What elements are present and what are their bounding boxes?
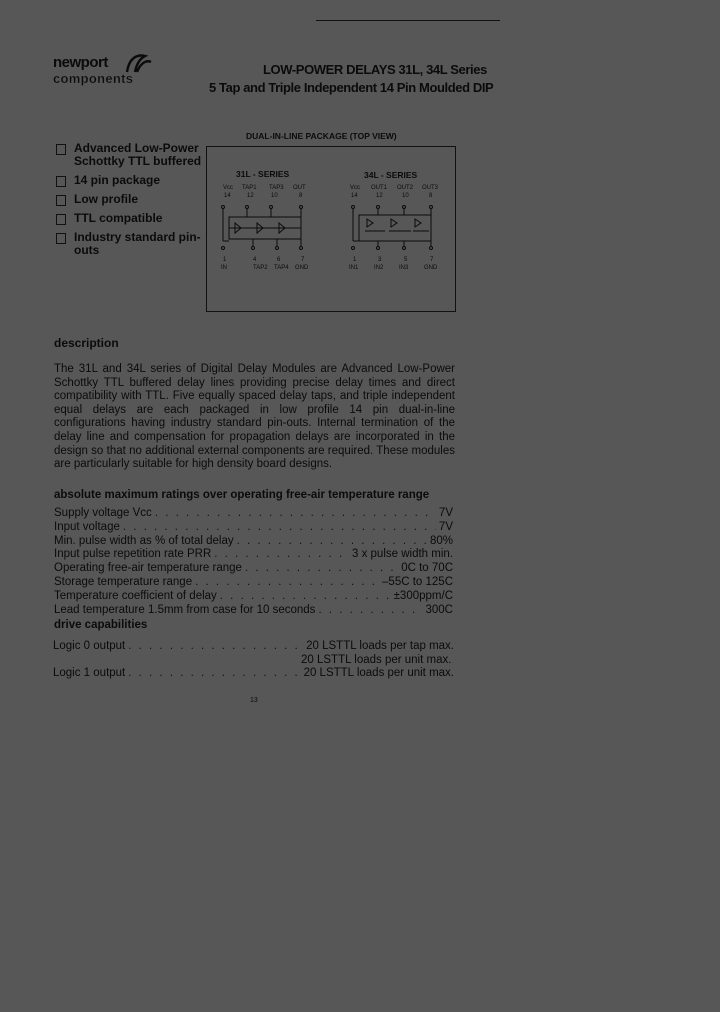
pin-number: 12 xyxy=(247,193,254,199)
feature-item: TTL compatible xyxy=(56,212,206,225)
pin-label: OUT2 xyxy=(397,185,414,191)
ratings-table xyxy=(54,507,453,617)
drive-row: Logic 0 output . . . 20 LSTTL loads per tap max. xyxy=(53,640,454,654)
pin-number: 14 xyxy=(351,193,358,199)
rating-row: Supply voltage Vcc . . . 7V xyxy=(54,507,453,521)
pin-number: 3 xyxy=(378,257,382,263)
pin-label: GND xyxy=(295,265,309,271)
rating-row: Min. pulse width as % of total delay . . . 80% xyxy=(54,535,453,549)
checkbox-icon xyxy=(56,144,66,155)
package-diagram xyxy=(206,146,456,312)
feature-item: Low profile xyxy=(56,193,206,206)
feature-item: Advanced Low-Power Schottky TTL buffered xyxy=(56,142,206,168)
pin-number: 7 xyxy=(301,257,305,263)
description-heading: description xyxy=(54,336,119,350)
rating-row: Lead temperature 1.5mm from case for 10 seconds . . . 300C xyxy=(54,604,453,618)
logo-subtitle: components xyxy=(53,71,134,86)
drive-row-continuation: 20 LSTTL loads per unit max. xyxy=(301,653,452,666)
drive-table xyxy=(53,640,454,681)
document-title: LOW-POWER DELAYS 31L, 34L Series xyxy=(263,62,487,77)
pin-number: 12 xyxy=(376,193,383,199)
drive-row: Logic 1 output . . . 20 LSTTL loads per unit max. xyxy=(53,667,454,681)
pin-number: 8 xyxy=(429,193,433,199)
chip-31l-schematic xyxy=(217,201,309,255)
rating-row: Input pulse repetition rate PRR . . . 3 x pulse width min. xyxy=(54,548,453,562)
pin-number: 7 xyxy=(430,257,434,263)
pin-label: IN xyxy=(221,265,227,271)
logo-wordmark: newport xyxy=(53,54,108,71)
pin-label: TAP2 xyxy=(253,265,268,271)
pin-label: TAP1 xyxy=(242,185,257,191)
pin-number: 8 xyxy=(299,193,303,199)
description-text: The 31L and 34L series of Digital Delay Modules are Advanced Low-Power Schottky TTL buffered delay lines providing precise delay times and direct compatibility with TTL. Five equally spaced delay taps, and triple independent equal delays are each packaged in low profile 14 pin dual-in-line configurations having industry standard pin-outs. Internal termination of the delay line and compensation for propagation delays are incorporated in the design so that no additional external components are required. These modules are particularly suitable for high density board designs. xyxy=(54,363,455,471)
pin-label: Vcc xyxy=(350,185,361,191)
newport-logo xyxy=(53,54,153,96)
pin-number: 14 xyxy=(224,193,231,199)
series-31l-label: 31L - SERIES xyxy=(236,169,290,179)
top-rule xyxy=(316,20,500,21)
pin-number: 4 xyxy=(253,257,257,263)
feature-item: Industry standard pin-outs xyxy=(56,231,206,257)
logo-swirl-icon xyxy=(123,52,153,76)
pin-number: 1 xyxy=(223,257,227,263)
checkbox-icon xyxy=(56,195,66,206)
pin-number: 6 xyxy=(277,257,281,263)
pin-label: TAP3 xyxy=(269,185,284,191)
page-number: 13 xyxy=(250,697,258,704)
rating-row: Operating free-air temperature range . . . 0C to 70C xyxy=(54,562,453,576)
checkbox-icon xyxy=(56,233,66,244)
checkbox-icon xyxy=(56,214,66,225)
pin-number: 10 xyxy=(271,193,278,199)
feature-list xyxy=(56,142,206,263)
rating-row: Temperature coefficient of delay . . . ±300ppm/C xyxy=(54,590,453,604)
feature-item: 14 pin package xyxy=(56,174,206,187)
drive-heading: drive capabilities xyxy=(54,619,148,631)
pin-number: 10 xyxy=(402,193,409,199)
pin-number: 5 xyxy=(404,257,408,263)
pin-number: 1 xyxy=(353,257,357,263)
rating-row: Storage temperature range . . . –55C to 125C xyxy=(54,576,453,590)
ratings-heading: absolute maximum ratings over operating free-air temperature range xyxy=(54,489,430,501)
pin-label: OUT3 xyxy=(422,185,439,191)
pin-label: Vcc xyxy=(223,185,234,191)
pin-label: IN1 xyxy=(349,265,359,271)
series-34l-label: 34L - SERIES xyxy=(364,170,418,180)
pin-label: OUT xyxy=(293,185,306,191)
pin-label: OUT1 xyxy=(371,185,388,191)
package-title: DUAL-IN-LINE PACKAGE (TOP VIEW) xyxy=(246,131,397,141)
checkbox-icon xyxy=(56,176,66,187)
pin-label: IN3 xyxy=(399,265,409,271)
document-subtitle: 5 Tap and Triple Independent 14 Pin Moulded DIP xyxy=(209,80,494,95)
pin-label: TAP4 xyxy=(274,265,289,271)
pin-label: GND xyxy=(424,265,438,271)
rating-row: Input voltage . . . 7V xyxy=(54,521,453,535)
pin-label: IN2 xyxy=(374,265,384,271)
chip-34l-schematic xyxy=(345,201,441,255)
